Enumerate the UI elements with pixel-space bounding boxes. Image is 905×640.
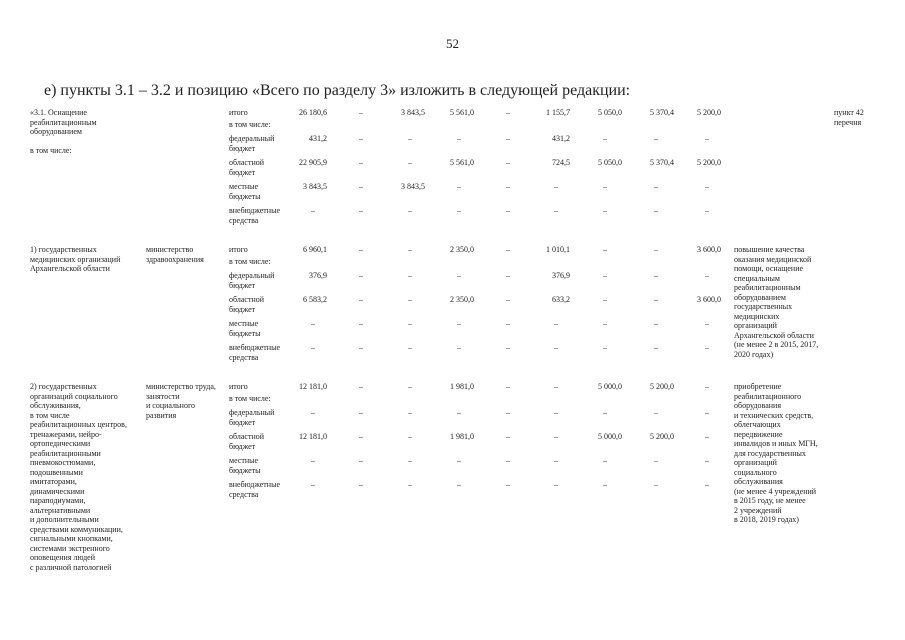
value-cell: – bbox=[408, 456, 412, 465]
item-name-line: 1) государственных bbox=[30, 245, 97, 254]
value-cell: – bbox=[654, 206, 658, 215]
value-cell: – bbox=[408, 295, 412, 304]
value-cell: – bbox=[654, 271, 658, 280]
value-cell: – bbox=[457, 343, 461, 352]
value-cell: – bbox=[359, 182, 363, 191]
row-label-obl: областной bbox=[229, 432, 265, 441]
value-cell: – bbox=[408, 432, 412, 441]
value-cell: – bbox=[554, 343, 558, 352]
section-heading: е) пункты 3.1 – 3.2 и позицию «Всего по разделу 3» изложить в следующей редакции: bbox=[44, 82, 631, 99]
result-line: Архангельской области bbox=[734, 330, 814, 340]
row-label-vneb: внебюджетные bbox=[229, 343, 280, 352]
value-cell: – bbox=[457, 271, 461, 280]
row-label-including: в том числе: bbox=[229, 120, 271, 129]
item-name-line: пневмокостюмами, bbox=[30, 458, 96, 467]
value-cell: – bbox=[654, 134, 658, 143]
value-cell: – bbox=[603, 319, 607, 328]
value-cell: – bbox=[506, 206, 510, 215]
item-name-line: ортопедическими bbox=[30, 439, 91, 448]
row-label-total: итого bbox=[229, 245, 248, 254]
executor-line: министерство труда, bbox=[146, 382, 216, 391]
result-line: реабилитационным bbox=[734, 283, 801, 292]
value-cell: – bbox=[359, 108, 363, 117]
value-cell: – bbox=[506, 319, 510, 328]
value-cell: – bbox=[705, 319, 709, 328]
item-name-line: организаций социального bbox=[30, 391, 118, 401]
item-name-line: «3.1. Оснащение bbox=[30, 108, 87, 117]
value-cell: – bbox=[506, 343, 510, 352]
item-name-line: реабилитационных центров, bbox=[30, 420, 127, 429]
value-cell: – bbox=[705, 382, 709, 391]
value-cell: – bbox=[506, 432, 510, 441]
value-cell: – bbox=[408, 206, 412, 215]
value-cell: – bbox=[408, 158, 412, 167]
row-label-fed: бюджет bbox=[229, 417, 256, 427]
value-cell: 3 843,5 bbox=[401, 182, 425, 191]
value-cell: – bbox=[359, 480, 363, 489]
value-cell: 5 200,0 bbox=[697, 158, 721, 167]
result-line: для государственных bbox=[734, 448, 806, 458]
executor-line: здравоохранения bbox=[146, 254, 204, 264]
value-cell: 1 010,1 bbox=[546, 245, 570, 254]
value-cell: – bbox=[506, 408, 510, 417]
item-name-line: имитаторами, bbox=[30, 477, 77, 486]
value-cell: 376,9 bbox=[309, 271, 327, 280]
value-cell: – bbox=[311, 480, 315, 489]
value-cell: 5 200,0 bbox=[650, 382, 674, 391]
value-cell: 5 561,0 bbox=[450, 108, 474, 117]
value-cell: – bbox=[408, 319, 412, 328]
result-line: и технических средств, bbox=[734, 410, 814, 420]
value-cell: – bbox=[654, 480, 658, 489]
value-cell: 376,9 bbox=[552, 271, 570, 280]
item-name-line: динамическими bbox=[30, 486, 85, 496]
row-label-obl: бюджет bbox=[229, 304, 256, 314]
result-line: в 2018, 2019 годах) bbox=[734, 515, 799, 524]
value-cell: – bbox=[311, 319, 315, 328]
item-name-line: Архангельской области bbox=[30, 264, 110, 273]
row-label-fed: федеральный bbox=[229, 271, 275, 280]
item-name-line: оборудованием bbox=[30, 127, 82, 136]
item-name-line: оповещения людей bbox=[30, 553, 95, 562]
value-cell: – bbox=[359, 295, 363, 304]
value-cell: 3 600,0 bbox=[697, 245, 721, 254]
result-line: оборудования bbox=[734, 401, 781, 410]
row-label-mest: бюджеты bbox=[229, 465, 261, 475]
value-cell: – bbox=[554, 408, 558, 417]
value-cell: 3 843,5 bbox=[303, 182, 327, 191]
value-cell: – bbox=[603, 295, 607, 304]
row-label-mest: местные bbox=[229, 456, 259, 465]
value-cell: – bbox=[654, 343, 658, 352]
row-label-obl: областной bbox=[229, 295, 265, 304]
value-cell: – bbox=[506, 456, 510, 465]
value-cell: 5 050,0 bbox=[598, 158, 622, 167]
value-cell: – bbox=[603, 343, 607, 352]
item-name-line: реабилитационным bbox=[30, 117, 97, 127]
value-cell: – bbox=[457, 408, 461, 417]
value-cell: – bbox=[705, 456, 709, 465]
result-line: в 2015 году, не менее bbox=[734, 496, 806, 505]
value-cell: – bbox=[705, 182, 709, 191]
result-line: перечня bbox=[834, 117, 862, 127]
value-cell: – bbox=[506, 134, 510, 143]
value-cell: – bbox=[506, 182, 510, 191]
item-name-line: средствами коммуникации, bbox=[30, 524, 123, 534]
item-name-line: и дополнительными bbox=[30, 515, 99, 524]
value-cell: – bbox=[457, 319, 461, 328]
value-cell: – bbox=[408, 408, 412, 417]
value-cell: 3 600,0 bbox=[697, 295, 721, 304]
value-cell: – bbox=[654, 456, 658, 465]
value-cell: – bbox=[603, 134, 607, 143]
value-cell: 6 960,1 bbox=[303, 245, 327, 254]
executor-line: министерство bbox=[146, 245, 194, 254]
value-cell: 2 350,0 bbox=[450, 295, 474, 304]
value-cell: – bbox=[506, 158, 510, 167]
value-cell: – bbox=[359, 271, 363, 280]
value-cell: – bbox=[603, 271, 607, 280]
value-cell: – bbox=[554, 456, 558, 465]
row-label-vneb: внебюджетные bbox=[229, 480, 280, 489]
value-cell: 5 200,0 bbox=[650, 432, 674, 441]
result-line: 2020 годах) bbox=[734, 349, 774, 359]
item-name-line: альтернативными bbox=[30, 505, 91, 515]
result-line: передвижение bbox=[734, 429, 783, 439]
value-cell: – bbox=[705, 343, 709, 352]
result-line: специальным bbox=[734, 273, 780, 283]
value-cell: – bbox=[408, 245, 412, 254]
item-name-line: 2) государственных bbox=[30, 382, 97, 391]
result-line: организаций bbox=[734, 458, 777, 467]
row-label-vneb: средства bbox=[229, 215, 259, 225]
value-cell: – bbox=[408, 480, 412, 489]
result-line: организаций bbox=[734, 321, 777, 330]
value-cell: 5 000,0 bbox=[598, 382, 622, 391]
value-cell: – bbox=[311, 408, 315, 417]
row-label-obl: областной bbox=[229, 158, 265, 167]
value-cell: – bbox=[705, 432, 709, 441]
item-name-line: тренажерами, нейро- bbox=[30, 429, 102, 439]
value-cell: – bbox=[506, 108, 510, 117]
value-cell: 431,2 bbox=[552, 134, 570, 143]
value-cell: – bbox=[359, 408, 363, 417]
value-cell: – bbox=[554, 382, 558, 391]
value-cell: – bbox=[457, 134, 461, 143]
row-label-vneb: внебюджетные bbox=[229, 206, 280, 215]
result-line: социального bbox=[734, 467, 777, 477]
value-cell: – bbox=[359, 343, 363, 352]
executor-line: занятости bbox=[146, 391, 180, 401]
row-label-mest: бюджеты bbox=[229, 328, 261, 338]
value-cell: 12 181,0 bbox=[299, 382, 327, 391]
value-cell: – bbox=[654, 408, 658, 417]
value-cell: – bbox=[603, 408, 607, 417]
row-label-total: итого bbox=[229, 108, 248, 117]
result-line: 2 учреждений bbox=[734, 505, 782, 515]
result-line: облегчающих bbox=[734, 420, 781, 429]
row-label-fed: бюджет bbox=[229, 280, 256, 290]
result-line: повышение качества bbox=[734, 245, 805, 254]
value-cell: – bbox=[457, 480, 461, 489]
value-cell: – bbox=[506, 382, 510, 391]
value-cell: – bbox=[603, 480, 607, 489]
result-line: оборудованием bbox=[734, 292, 786, 302]
value-cell: – bbox=[554, 182, 558, 191]
item-name-line: параподиумами, bbox=[30, 496, 86, 505]
item-name-line: обслуживания, bbox=[30, 401, 81, 410]
value-cell: 1 981,0 bbox=[450, 382, 474, 391]
value-cell: 26 180,6 bbox=[299, 108, 327, 117]
value-cell: 5 370,4 bbox=[650, 108, 674, 117]
row-label-including: в том числе: bbox=[229, 257, 271, 266]
value-cell: 1 981,0 bbox=[450, 432, 474, 441]
value-cell: – bbox=[359, 432, 363, 441]
row-label-mest: местные bbox=[229, 182, 259, 191]
value-cell: – bbox=[603, 456, 607, 465]
value-cell: – bbox=[359, 319, 363, 328]
value-cell: 12 181,0 bbox=[299, 432, 327, 441]
value-cell: 1 155,7 bbox=[546, 108, 570, 117]
result-line: инвалидов и иных МГН, bbox=[734, 439, 818, 448]
value-cell: 5 050,0 bbox=[598, 108, 622, 117]
item-name-line: сигнальными кнопками, bbox=[30, 534, 113, 543]
value-cell: – bbox=[554, 432, 558, 441]
item-name-line: реабилитационными bbox=[30, 448, 101, 458]
row-label-fed: федеральный bbox=[229, 408, 275, 417]
value-cell: – bbox=[506, 271, 510, 280]
row-label-vneb: средства bbox=[229, 489, 259, 499]
value-cell: – bbox=[705, 134, 709, 143]
value-cell: 5 200,0 bbox=[697, 108, 721, 117]
value-cell: 5 370,4 bbox=[650, 158, 674, 167]
executor-line: развития bbox=[146, 410, 177, 420]
value-cell: – bbox=[705, 480, 709, 489]
value-cell: 22 905,9 bbox=[299, 158, 327, 167]
result-line: обслуживания bbox=[734, 477, 783, 486]
value-cell: – bbox=[408, 271, 412, 280]
row-label-mest: бюджеты bbox=[229, 191, 261, 201]
value-cell: – bbox=[408, 382, 412, 391]
result-line: реабилитационного bbox=[734, 391, 802, 401]
value-cell: – bbox=[654, 319, 658, 328]
value-cell: – bbox=[359, 456, 363, 465]
value-cell: – bbox=[654, 182, 658, 191]
item-name-line: в том числе bbox=[30, 410, 70, 420]
value-cell: – bbox=[554, 319, 558, 328]
page-number: 52 bbox=[446, 36, 459, 51]
result-line: пункт 42 bbox=[834, 108, 864, 117]
value-cell: – bbox=[705, 271, 709, 280]
item-name-line: в том числе: bbox=[30, 146, 72, 155]
row-label-fed: федеральный bbox=[229, 134, 275, 143]
value-cell: – bbox=[654, 295, 658, 304]
value-cell: 431,2 bbox=[309, 134, 327, 143]
value-cell: – bbox=[506, 480, 510, 489]
executor-line: и социального bbox=[146, 401, 196, 410]
item-name-line: подошвенными bbox=[30, 467, 83, 477]
value-cell: – bbox=[603, 182, 607, 191]
value-cell: – bbox=[457, 456, 461, 465]
value-cell: – bbox=[311, 206, 315, 215]
value-cell: – bbox=[705, 408, 709, 417]
value-cell: – bbox=[457, 206, 461, 215]
row-label-obl: бюджет bbox=[229, 441, 256, 451]
value-cell: – bbox=[603, 245, 607, 254]
value-cell: 5 000,0 bbox=[598, 432, 622, 441]
value-cell: 5 561,0 bbox=[450, 158, 474, 167]
result-line: государственных bbox=[734, 302, 793, 311]
item-name-line: медицинских организаций bbox=[30, 254, 121, 264]
result-line: (не менее 4 учреждений bbox=[734, 486, 817, 496]
row-label-fed: бюджет bbox=[229, 143, 256, 153]
row-label-total: итого bbox=[229, 382, 248, 391]
value-cell: – bbox=[359, 245, 363, 254]
value-cell: – bbox=[359, 158, 363, 167]
value-cell: – bbox=[506, 295, 510, 304]
value-cell: 3 843,5 bbox=[401, 108, 425, 117]
value-cell: 633,2 bbox=[552, 295, 570, 304]
value-cell: – bbox=[311, 343, 315, 352]
item-name-line: системами экстренного bbox=[30, 543, 110, 553]
value-cell: – bbox=[506, 245, 510, 254]
value-cell: – bbox=[359, 382, 363, 391]
row-label-obl: бюджет bbox=[229, 167, 256, 177]
value-cell: – bbox=[408, 343, 412, 352]
value-cell: – bbox=[359, 134, 363, 143]
value-cell: 2 350,0 bbox=[450, 245, 474, 254]
result-line: приобретение bbox=[734, 382, 782, 391]
value-cell: – bbox=[457, 182, 461, 191]
value-cell: – bbox=[554, 480, 558, 489]
value-cell: – bbox=[654, 245, 658, 254]
value-cell: – bbox=[603, 206, 607, 215]
result-line: (не менее 2 в 2015, 2017, bbox=[734, 340, 819, 349]
value-cell: – bbox=[359, 206, 363, 215]
value-cell: – bbox=[408, 134, 412, 143]
value-cell: 724,5 bbox=[552, 158, 570, 167]
value-cell: – bbox=[705, 206, 709, 215]
row-label-including: в том числе: bbox=[229, 394, 271, 403]
value-cell: – bbox=[554, 206, 558, 215]
row-label-mest: местные bbox=[229, 319, 259, 328]
value-cell: – bbox=[311, 456, 315, 465]
result-line: медицинских bbox=[734, 311, 780, 321]
item-name-line: с различной патологией bbox=[30, 562, 112, 572]
row-label-vneb: средства bbox=[229, 352, 259, 362]
result-line: оказания медицинской bbox=[734, 254, 812, 264]
result-line: помощи, оснащение bbox=[734, 264, 804, 273]
value-cell: 6 583,2 bbox=[303, 295, 327, 304]
